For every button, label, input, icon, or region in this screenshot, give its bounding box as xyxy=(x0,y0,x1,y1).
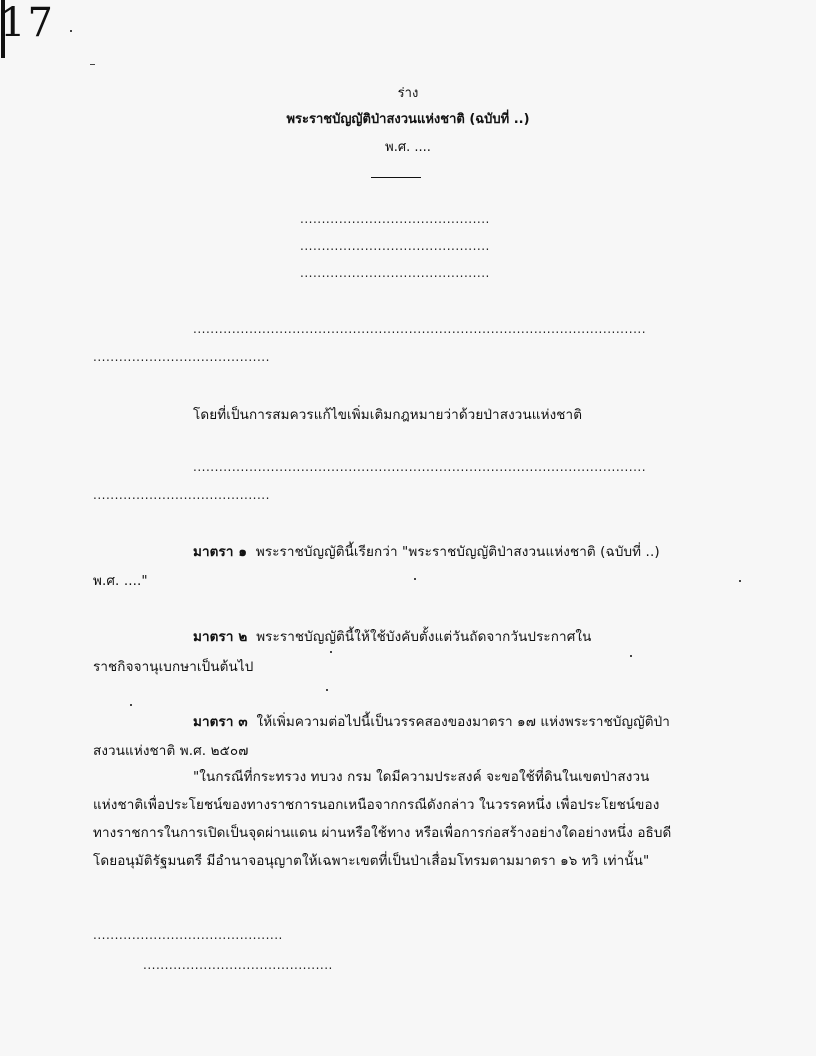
preamble-dots-1: ......................................................................................................... xyxy=(193,322,647,336)
section-3-quote-line-4: โดยอนุมัติรัฐมนตรี มีอำนาจอนุญาตให้เฉพาะเขตที่เป็นป่าเสื่อมโทรมตามมาตรา ๑๖ ทวิ เท่านั้น" xyxy=(93,853,650,869)
scan-speck xyxy=(90,64,95,65)
signature-dots-2: ............................................ xyxy=(300,239,490,253)
section-2-line-1 xyxy=(193,625,591,647)
section-2-line-2: ราชกิจจานุเบกษาเป็นต้นไป xyxy=(93,659,254,675)
scan-speck xyxy=(739,580,741,582)
section-1-label: มาตรา ๑ xyxy=(193,544,248,560)
section-2-label: มาตรา ๒ xyxy=(193,629,248,645)
scan-speck xyxy=(130,704,132,706)
enact-dots-1: ......................................................................................................... xyxy=(193,460,647,474)
footer-dots-1: ............................................ xyxy=(93,928,283,942)
footer-dots-2: ............................................ xyxy=(143,958,333,972)
enact-dots-2: ......................................... xyxy=(93,488,270,502)
scan-speck xyxy=(330,651,332,653)
section-3-line-2: สงวนแห่งชาติ พ.ศ. ๒๕๐๗ xyxy=(93,743,249,759)
act-title: พระราชบัญญัติป่าสงวนแห่งชาติ (ฉบับที่ ..) xyxy=(286,112,530,127)
scan-speck xyxy=(70,30,72,32)
preamble-dots-2: ......................................... xyxy=(93,350,270,364)
section-3-quote-line-2: แห่งชาติเพื่อประโยชน์ของทางราชการนอกเหนือจากกรณีดังกล่าว ในวรรคหนึ่ง เพื่อประโยชน์ของ xyxy=(93,797,660,813)
scan-speck xyxy=(414,578,416,580)
act-year: พ.ศ. .... xyxy=(385,140,431,155)
scan-speck xyxy=(630,655,632,657)
section-3-quote-line-1: "ในกรณีที่กระทรวง ทบวง กรม ใดมีความประสงค์ จะขอใช้ที่ดินในเขตป่าสงวน xyxy=(193,769,650,785)
section-3-text: ให้เพิ่มความต่อไปนี้เป็นวรรคสองของมาตรา ๑๗ แห่งพระราชบัญญัติป่า xyxy=(256,714,670,730)
draft-label: ร่าง xyxy=(397,86,419,101)
signature-dots-3: ............................................ xyxy=(300,266,490,280)
section-3-line-1 xyxy=(193,710,670,732)
section-3-label: มาตรา ๓ xyxy=(193,714,248,730)
section-1-text: พระราชบัญญัตินี้เรียกว่า "พระราชบัญญัติป่าสงวนแห่งชาติ (ฉบับที่ ..) xyxy=(255,544,660,560)
title-underline xyxy=(371,177,421,178)
section-1-line-2: พ.ศ. ...." xyxy=(93,573,148,589)
reason-text: โดยที่เป็นการสมควรแก้ไขเพิ่มเติมกฎหมายว่าด้วยป่าสงวนแห่งชาติ xyxy=(193,407,583,423)
handwritten-corner-mark: 17 xyxy=(0,0,55,46)
section-1-line-1 xyxy=(193,540,660,562)
signature-dots-1: ............................................ xyxy=(300,212,490,226)
section-2-text: พระราชบัญญัตินี้ให้ใช้บังคับตั้งแต่วันถัดจากวันประกาศใน xyxy=(256,629,592,645)
scan-speck xyxy=(326,689,328,691)
section-3-quote-line-3: ทางราชการในการเปิดเป็นจุดผ่านแดน ผ่านหรือใช้ทาง หรือเพื่อการก่อสร้างอย่างใดอย่างหนึ่ง อธิบดี xyxy=(93,825,672,841)
